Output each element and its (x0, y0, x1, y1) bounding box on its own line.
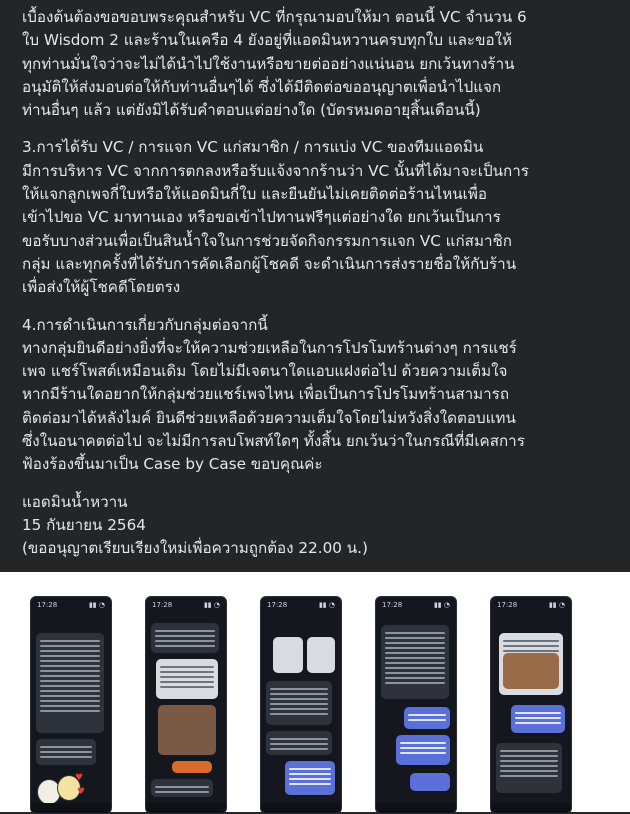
message-bubble (266, 681, 332, 725)
signature-date: 15 กันยายน 2564 (22, 515, 146, 534)
chat-screenshot-4[interactable] (375, 596, 457, 814)
signal-icon: ▮▮ ◔ (548, 601, 565, 609)
text-line: ฟ้องร้องขึ้นมาเป็น Case by Case ขอบคุณค่ะ (22, 455, 323, 474)
text-line: 3.การได้รับ VC / การแจก VC แก่สมาชิก / การแบ่ง VC ของทีมแอดมิน (22, 138, 484, 157)
post-paragraph-3 (22, 314, 618, 477)
text-line: มีการบริหาร VC จากการตกลงหรือรับแจ้งจากร้านว่า VC นั้นที่ได้มาจะเป็นการ (22, 161, 529, 180)
signature-name: แอดมินน้ำหวาน (22, 492, 128, 511)
message-bubble (151, 779, 213, 797)
status-time: 17:28 (37, 601, 58, 609)
text-line: ทางกลุ่มยินดีอย่างยิ่งที่จะให้ความช่วยเหลือในการโปรโมทร้านต่างๆ การแชร์ (22, 338, 517, 357)
text-line: 4.การดำเนินการเกี่ยวกับกลุ่มต่อจากนี้ (22, 315, 268, 334)
message-bubble (285, 761, 335, 795)
post-body (22, 6, 618, 575)
status-time: 17:28 (152, 601, 173, 609)
food-photo (158, 705, 216, 755)
chat-screenshot-5[interactable] (490, 596, 572, 814)
message-bubble (172, 761, 212, 773)
status-time: 17:28 (497, 601, 518, 609)
status-time: 17:28 (382, 601, 403, 609)
text-line: ซึ่งในอนาคตต่อไป จะไม่มีการลบโพสท์ใดๆ ทั้งสิ้น ยกเว้นว่าในกรณีที่มีเคสการ (22, 432, 525, 451)
food-photo (503, 653, 559, 689)
message-bubble (381, 625, 449, 699)
message-bubble (151, 623, 219, 653)
text-line: ท่านอื่นๆ แล้ว แต่ยังมิได้รับคำตอบแต่อย่างใด (บัตรหมดอายุสิ้นเดือนนี้) (22, 101, 481, 120)
message-bubble (496, 743, 562, 793)
post-paragraph-1 (22, 6, 618, 122)
post-photo-attachment[interactable] (0, 572, 630, 812)
text-line: หากมีร้านใดอยากให้กลุ่มช่วยแชร์เพจไหน เพื่อเป็นการโปรโมทร้านสามารถ (22, 385, 510, 404)
signal-icon: ▮▮ ◔ (203, 601, 220, 609)
text-line: ให้แจกลูกเพจกี่ใบหรือให้แอดมินกี่ใบ และยืนยันไม่เคยติดต่อร้านไหนเพื่อ (22, 185, 487, 204)
message-bubble (273, 637, 303, 673)
message-bubble (36, 739, 96, 765)
message-bubble (404, 707, 450, 729)
text-line: เพจ แชร์โพสต์เหมือนเดิม โดยไม่มีเจตนาใดแอบแฝงต่อไป ด้วยความเต็มใจ (22, 362, 508, 381)
chat-screenshot-3[interactable] (260, 596, 342, 814)
text-line: ขอรับบางส่วนเพื่อเป็นสินน้ำใจในการช่วยจัดกิจกรรมการแจก VC แก่สมาชิก (22, 231, 512, 250)
post-paragraph-2 (22, 136, 618, 299)
text-line: กลุ่ม และทุกครั้งที่ได้รับการคัดเลือกผู้โชคดี จะดำเนินการส่งรายชื่อให้กับร้าน (22, 254, 517, 273)
signal-icon: ▮▮ ◔ (88, 601, 105, 609)
text-line: ทุกท่านมั่นใจว่าจะไม่ได้นำไปใช้งานหรือขายต่ออย่างแน่นอน ยกเว้นทางร้าน (22, 54, 515, 73)
chat-screenshot-1[interactable] (30, 596, 112, 814)
message-bubble (36, 633, 104, 733)
message-bubble (266, 731, 332, 755)
text-line: เพื่อส่งให้ผู้โชคดีโดยตรง (22, 278, 181, 297)
signature-note: (ขออนุญาตเรียบเรียงใหม่เพื่อความถูกต้อง 22.00 น.) (22, 539, 368, 558)
status-time: 17:28 (267, 601, 288, 609)
message-bubble (307, 637, 335, 673)
signal-icon: ▮▮ ◔ (318, 601, 335, 609)
message-bubble (410, 773, 450, 791)
text-line: เข้าไปขอ VC มาทานเอง หรือขอเข้าไปทานฟรีๆแต่อย่างใด ยกเว้นเป็นการ (22, 208, 501, 227)
post-signature (22, 491, 618, 561)
sticker-image: ♥ ♥ (37, 773, 81, 813)
message-bubble (156, 659, 218, 699)
text-line: ใบ Wisdom 2 และร้านในเครือ 4 ยังอยู่ที่แอดมินหวานครบทุกใบ และขอให้ (22, 31, 513, 50)
text-line: อนุมัติให้ส่งมอบต่อให้กับท่านอื่นๆได้ ซึ่งได้มีติดต่อขออนุญาตเพื่อนำไปแจก (22, 77, 502, 96)
text-line: ติดต่อมาได้หลังไมค์ ยินดีช่วยเหลือด้วยความเต็มใจโดยไม่หวังสิ่งใดตอบแทน (22, 408, 516, 427)
message-bubble (396, 735, 450, 765)
text-line: เบื้องต้นต้องขอขอบพระคุณสำหรับ VC ที่กรุณามอบให้มา ตอนนี้ VC จำนวน 6 (22, 8, 527, 26)
chat-screenshot-2[interactable] (145, 596, 227, 814)
message-bubble (511, 705, 565, 733)
signal-icon: ▮▮ ◔ (433, 601, 450, 609)
